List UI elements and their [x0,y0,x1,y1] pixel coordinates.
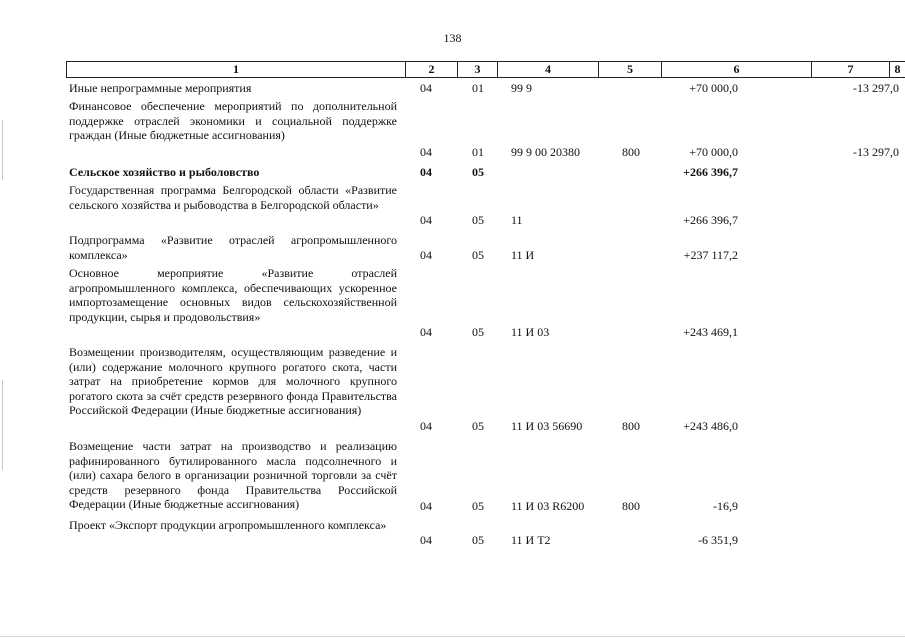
row-amount-col8: -13 297,0 [853,145,899,159]
row-target-article: 99 9 [511,81,532,95]
header-col-6: 6 [662,62,812,77]
row-amount: -6 351,9 [698,533,738,547]
row-expense-type: 800 [622,145,640,159]
row-subsection: 01 [472,145,484,159]
row-subsection: 05 [472,533,484,547]
scan-bottom-edge [0,636,905,637]
header-col-3: 3 [458,62,498,77]
row-subsection: 05 [472,248,484,262]
row-expense-type: 800 [622,419,640,433]
header-col-4: 4 [498,62,599,77]
row-subsection: 05 [472,325,484,339]
row-target-article: 11 И 03 56690 [511,419,583,433]
row-amount: +266 396,7 [683,165,738,179]
row-description: Основное мероприятие «Развитие отраслей агропромышленного комплекса, обеспечивающих ускоренное импортозамещение основных видов сельскохозяйственной продукции, сырья и продовольствия» [69,266,397,324]
row-amount: +70 000,0 [689,145,738,159]
header-col-5: 5 [599,62,662,77]
row-section: 04 [420,248,432,262]
row-description: Возмещение части затрат на производство и реализацию рафинированного бутилированного масла подсолнечного и (или) сахара белого в организации розничной торговли за счёт средств резервного фонда Правительства Российской Федерации (Иные бюджетные ассигнования) [69,439,397,511]
row-description: Иные непрограммные мероприятия [69,81,252,95]
row-amount: +266 396,7 [683,213,738,227]
row-description: Сельское хозяйство и рыболовство [69,165,260,179]
row-description: Подпрограмма «Развитие отраслей агропромышленного комплекса» [69,233,397,262]
row-amount: +237 117,2 [683,248,738,262]
table-header [66,61,905,78]
scan-edge-mark [2,380,3,470]
row-description: Государственная программа Белгородской области «Развитие сельского хозяйства и рыбоводства в Белгородской области» [69,183,397,212]
row-target-article: 11 И Т2 [511,533,551,547]
header-col-7: 7 [812,62,890,77]
row-section: 04 [420,419,432,433]
row-description: Проект «Экспорт продукции агропромышленного комплекса» [69,518,387,532]
row-target-article: 11 И [511,248,535,262]
row-subsection: 05 [472,165,484,179]
header-col-1: 1 [67,62,406,77]
row-description: Финансовое обеспечение мероприятий по дополнительной поддержке отраслей экономики и социальной поддержке граждан (Иные бюджетные ассигнования) [69,99,397,142]
row-target-article: 11 [511,213,523,227]
header-col-8: 8 [890,62,905,77]
row-subsection: 05 [472,213,484,227]
row-target-article: 11 И 03 R6200 [511,499,585,513]
row-target-article: 11 И 03 [511,325,550,339]
row-amount: +70 000,0 [689,81,738,95]
header-col-2: 2 [406,62,458,77]
row-section: 04 [420,165,432,179]
row-amount-col8: -13 297,0 [853,81,899,95]
row-section: 04 [420,499,432,513]
row-subsection: 05 [472,419,484,433]
row-subsection: 05 [472,499,484,513]
row-amount: -16,9 [713,499,738,513]
row-section: 04 [420,81,432,95]
row-target-article: 99 9 00 20380 [511,145,580,159]
row-amount: +243 469,1 [683,325,738,339]
row-section: 04 [420,325,432,339]
page-number: 138 [443,31,462,45]
row-section: 04 [420,145,432,159]
row-subsection: 01 [472,81,484,95]
row-amount: +243 486,0 [683,419,738,433]
row-description: Возмещении производителям, осуществляющим разведение и (или) содержание молочного крупного рогатого скота, части затрат на приобретение кормов для молочного крупного рогатого скота за счёт средств резервного фонда Правительства Российской Федерации (Иные бюджетные ассигнования) [69,345,397,417]
row-section: 04 [420,533,432,547]
row-section: 04 [420,213,432,227]
scan-edge-mark [2,120,3,180]
row-expense-type: 800 [622,499,640,513]
